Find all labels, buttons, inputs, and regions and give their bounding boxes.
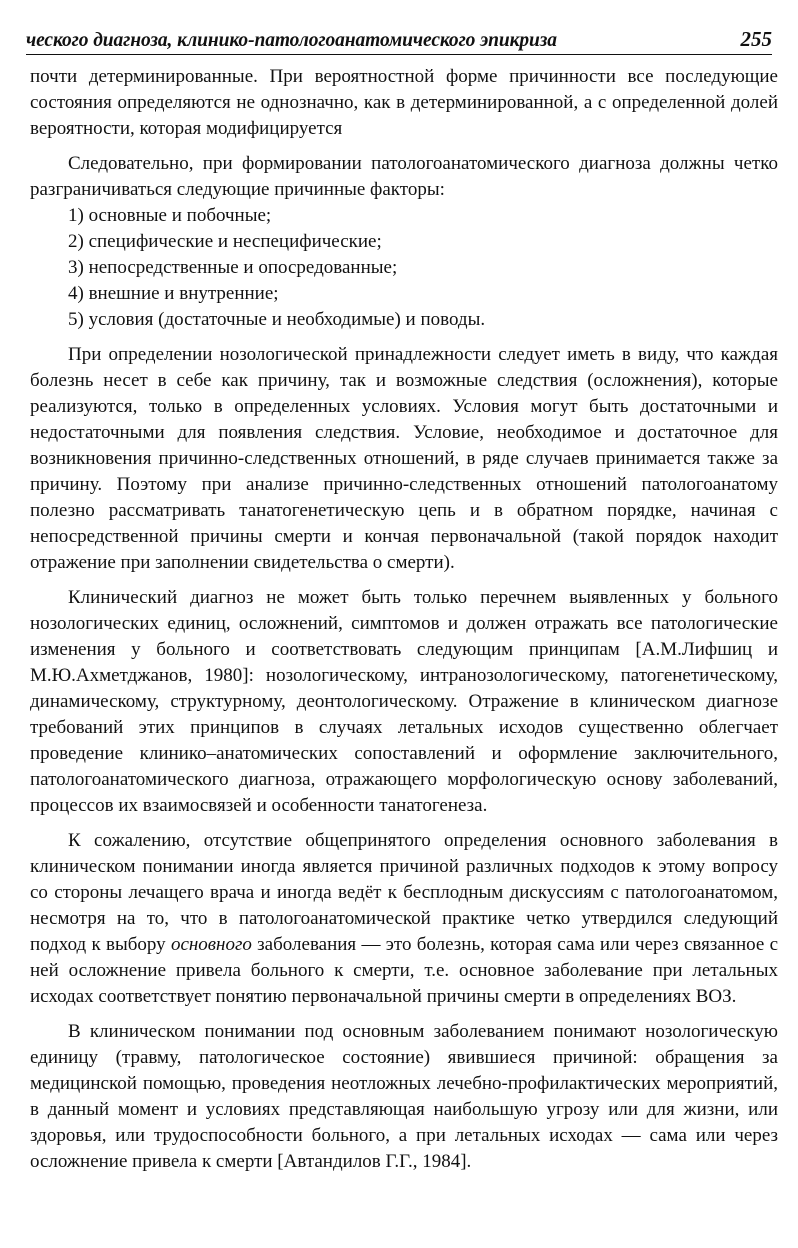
running-header-title: ческого диагноза, клинико-патологоанатомического эпикриза <box>26 30 557 51</box>
paragraph-4: Клинический диагноз не может быть только перечнем выявленных у больного нозологических единиц, осложнений, симптомов и должен отражать все патологические изменения у больного и соответствовать следующим принципам [А.М.Лифшиц и М.Ю.Ахметджанов, 1980]: нозологическому, интранозологическому, патогенетическому, динамическому, структурному, деонтологическому. Отражение в клиническом диагнозе требований этих принципов в случаях летальных исходов существенно облегчает проведение клинико–анатомических сопоставлений и оформление заключительного, патологоанатомического диагноза, отражающего морфологическую основу заболеваний, процессов их взаимосвязей и особенности танатогенеза. <box>30 587 778 816</box>
page-body <box>30 64 778 1175</box>
paragraph-6: В клиническом понимании под основным заболеванием понимают нозологическую единицу (травму, патологическое состояние) явившиеся причиной: обращения за медицинской помощью, проведения неотложных лечебно-профилактических мероприятий, в данный момент и условиях представляющая наибольшую угрозу или для жизни, или здоровья, или трудоспособности больного, а при летальных исходах — сама или через осложнение привела к смерти [Автандилов Г.Г., 1984]. <box>30 1021 778 1172</box>
paragraph-1: почти детерминированные. При вероятностной форме причинности все последующие состояния определяются не однозначно, как в детерминированной, а с определенной долей вероятности, которая модифицируется <box>30 66 778 139</box>
paragraph-5-text-a: К сожалению, отсутствие общепринятого определения основного заболевания в клиническом понимании иногда является причиной различных подходов к этому вопросу со стороны лечащего врача и иногда ведёт к бесплодным дискуссиям с патологоанатомом, несмотря на то, что в патологоанатомической практике четко утвердился следующий подход к выбору <box>30 830 778 955</box>
list-item: 1) основные и побочные; <box>68 205 272 226</box>
running-header <box>26 22 772 55</box>
list-item: 3) непосредственные и опосредованные; <box>68 257 398 278</box>
paragraph-5 <box>30 828 778 1010</box>
list-item: 4) внешние и внутренние; <box>68 283 279 304</box>
list-item: 2) специфические и неспецифические; <box>68 231 382 252</box>
paragraph-3: При определении нозологической принадлежности следует иметь в виду, что каждая болезнь несет в себе как причину, так и возможные следствия (осложнения), которые реализуются, только в определенных условиях. Условия могут быть достаточными и недостаточными для появления следствия. Условие, необходимое и достаточное для возникновения причинно-следственных отношений, в ряде случаев принимается также за причину. Поэтому при анализе причинно-следственных отношений патологоанатому полезно рассматривать танатогенетическую цепь и в обратном порядке, начиная с непосредственной причины смерти и кончая первоначальной (такой порядок находит отражение при заполнении свидетельства о смерти). <box>30 344 778 573</box>
causal-factors-list <box>30 203 778 333</box>
paragraph-5-text-b: заболевания — это болезнь, которая сама или через связанное с ней осложнение привела больного к смерти, т.е. основное заболевание при летальных исходах соответствует понятию первоначальной причины смерти в определениях ВОЗ. <box>30 934 779 1007</box>
list-item: 5) условия (достаточные и необходимые) и поводы. <box>68 309 486 330</box>
paragraph-2: Следовательно, при формировании патологоанатомического диагноза должны четко разграничиваться следующие причинные факторы: <box>30 153 778 200</box>
page-number: 255 <box>740 27 772 51</box>
paragraph-5-emphasis: основного <box>170 934 252 955</box>
